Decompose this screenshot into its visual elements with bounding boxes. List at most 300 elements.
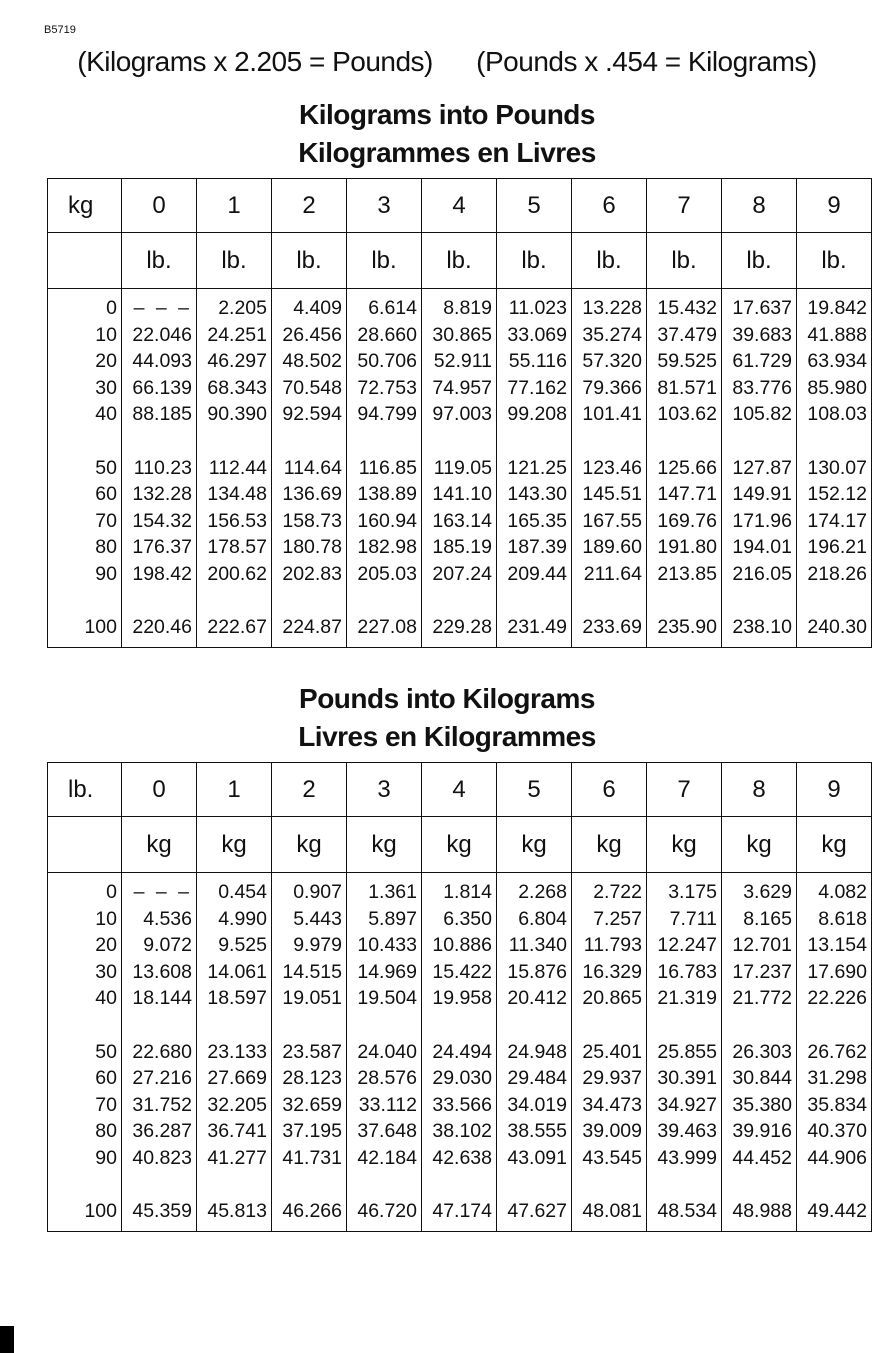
table-cell: 156.53 <box>207 509 267 532</box>
unit-row <box>48 817 871 873</box>
value-column <box>796 289 871 647</box>
table-cell: 14.969 <box>357 960 417 983</box>
row-label: 30 <box>95 376 117 399</box>
column-header: 1 <box>196 763 271 816</box>
table-cell: 34.019 <box>507 1093 567 1116</box>
group-gap <box>422 1171 492 1198</box>
column-header: 8 <box>721 763 796 816</box>
table-cell: 227.08 <box>357 616 417 638</box>
table-cell: 28.123 <box>282 1067 342 1089</box>
group-gap <box>497 1171 567 1198</box>
table-cell: 17.237 <box>732 960 792 983</box>
table-cell: 37.479 <box>657 323 717 346</box>
table-cell: 77.162 <box>507 376 567 399</box>
row-label-column <box>48 289 121 647</box>
column-header: 3 <box>346 763 421 816</box>
table-cell: 37.648 <box>357 1120 417 1142</box>
value-column <box>196 289 271 647</box>
table-cell: 169.76 <box>657 509 717 532</box>
row-label: 90 <box>95 562 117 585</box>
result-unit-label: kg <box>721 817 796 872</box>
table-cell: 28.660 <box>357 323 417 346</box>
table-cell: 176.37 <box>132 536 192 558</box>
table-cell: 25.401 <box>582 1040 642 1063</box>
column-header: 0 <box>121 763 196 816</box>
row-label-column <box>48 873 121 1231</box>
table-cell: 42.638 <box>432 1146 492 1169</box>
table-cell: 24.494 <box>432 1040 492 1063</box>
group-gap <box>272 428 342 455</box>
table-cell: 167.55 <box>582 509 642 532</box>
table-cell: 46.266 <box>282 1200 342 1222</box>
column-header: 3 <box>346 179 421 232</box>
table-cell: 224.87 <box>282 616 342 638</box>
table-cell: 1.361 <box>368 881 417 903</box>
column-header: 7 <box>646 179 721 232</box>
row-label: 20 <box>95 934 117 956</box>
table-cell: 35.274 <box>582 323 642 346</box>
table-cell: 32.659 <box>282 1093 342 1116</box>
table-cell: 31.298 <box>807 1067 867 1089</box>
group-gap <box>722 428 792 455</box>
table-cell: 99.208 <box>507 403 567 425</box>
row-label: 50 <box>95 1040 117 1063</box>
table-cell: 125.66 <box>657 456 717 479</box>
table-cell: 2.205 <box>218 297 267 319</box>
table-cell: 240.30 <box>807 616 867 638</box>
result-unit-label: kg <box>646 817 721 872</box>
row-label: 70 <box>95 1093 117 1116</box>
table-cell: 23.133 <box>207 1040 267 1063</box>
table-cell: 114.64 <box>283 456 342 479</box>
table-cell: 130.07 <box>807 456 867 479</box>
table-cell: 66.139 <box>132 376 192 399</box>
table-cell: 7.711 <box>669 907 717 930</box>
value-column <box>346 289 421 647</box>
table-cell: 110.23 <box>133 456 192 479</box>
table-cell: 23.587 <box>282 1040 342 1063</box>
result-unit-label: kg <box>271 817 346 872</box>
table-cell: 38.102 <box>432 1120 492 1142</box>
table-cell: 235.90 <box>657 616 717 638</box>
table-cell: 85.980 <box>807 376 867 399</box>
column-header: 4 <box>421 179 496 232</box>
group-gap <box>272 1012 342 1039</box>
group-gap <box>722 1171 792 1198</box>
table-cell: 19.051 <box>282 987 342 1009</box>
table-cell: 0.454 <box>218 881 267 903</box>
table-cell: 27.216 <box>132 1067 192 1089</box>
group-gap <box>422 1012 492 1039</box>
kg-to-lb-table <box>47 178 872 648</box>
result-unit-label: kg <box>796 817 871 872</box>
table-cell: 171.96 <box>732 509 792 532</box>
table-cell: 2.722 <box>593 881 642 903</box>
row-label: 60 <box>95 1067 117 1089</box>
document-code: B5719 <box>44 24 76 36</box>
table-cell: 22.680 <box>132 1040 192 1063</box>
value-column <box>496 289 571 647</box>
table-cell: 46.720 <box>357 1200 417 1222</box>
table-cell: 70.548 <box>282 376 342 399</box>
result-unit-label: lb. <box>796 233 871 288</box>
table-cell: 46.297 <box>207 350 267 372</box>
table-cell: 41.888 <box>807 323 867 346</box>
conversion-formulas <box>0 46 894 78</box>
group-gap <box>197 587 267 614</box>
group-gap <box>122 1171 192 1198</box>
table-cell: 38.555 <box>507 1120 567 1142</box>
table-cell: 24.040 <box>357 1040 417 1063</box>
table-cell: 43.999 <box>657 1146 717 1169</box>
column-header: 9 <box>796 763 871 816</box>
table-cell: 47.174 <box>432 1200 492 1222</box>
table-cell: 12.701 <box>732 934 792 956</box>
table-cell: 83.776 <box>732 376 792 399</box>
group-gap <box>497 1012 567 1039</box>
value-column <box>646 289 721 647</box>
result-unit-label: lb. <box>271 233 346 288</box>
group-gap <box>497 587 567 614</box>
table-cell: – – – <box>133 881 192 903</box>
table-cell: 154.32 <box>132 509 192 532</box>
table-cell: 19.842 <box>807 297 867 319</box>
group-gap <box>272 587 342 614</box>
column-header: 9 <box>796 179 871 232</box>
result-unit-label: lb. <box>646 233 721 288</box>
group-gap <box>122 428 192 455</box>
table-cell: 0.907 <box>293 881 342 903</box>
table-cell: 81.571 <box>657 376 717 399</box>
row-label: 50 <box>95 456 117 479</box>
group-gap <box>48 428 117 455</box>
table-cell: 30.844 <box>732 1067 792 1089</box>
column-header: 2 <box>271 763 346 816</box>
table-cell: 36.287 <box>132 1120 192 1142</box>
table-cell: 209.44 <box>507 562 567 585</box>
table-cell: 26.762 <box>807 1040 867 1063</box>
table-cell: 116.85 <box>358 456 417 479</box>
table-cell: 49.442 <box>807 1200 867 1222</box>
group-gap <box>647 1012 717 1039</box>
table-cell: 138.89 <box>357 483 417 505</box>
table-cell: 12.247 <box>657 934 717 956</box>
table-cell: 143.30 <box>507 483 567 505</box>
table-cell: 30.865 <box>432 323 492 346</box>
group-gap <box>422 428 492 455</box>
table-cell: 238.10 <box>732 616 792 638</box>
table-cell: 74.957 <box>432 376 492 399</box>
table-cell: 45.359 <box>132 1200 192 1222</box>
result-unit-label: lb. <box>421 233 496 288</box>
result-unit-label: kg <box>496 817 571 872</box>
table-cell: 147.71 <box>657 483 717 505</box>
table-cell: 1.814 <box>443 881 492 903</box>
table-cell: 21.319 <box>657 987 717 1009</box>
table-cell: 112.44 <box>208 456 267 479</box>
result-unit-label: kg <box>196 817 271 872</box>
table-body <box>48 289 871 647</box>
table-cell: 14.061 <box>207 960 267 983</box>
value-column <box>421 873 496 1231</box>
table-cell: 6.614 <box>368 297 417 319</box>
table-cell: 45.813 <box>207 1200 267 1222</box>
table-cell: 7.257 <box>593 907 642 930</box>
table-cell: 43.091 <box>507 1146 567 1169</box>
table-cell: 218.26 <box>807 562 867 585</box>
table-cell: 34.473 <box>582 1093 642 1116</box>
table-cell: 4.082 <box>818 881 867 903</box>
table-cell: 123.46 <box>582 456 642 479</box>
value-column <box>796 873 871 1231</box>
table-cell: 48.081 <box>582 1200 642 1222</box>
table-cell: 16.783 <box>657 960 717 983</box>
group-gap <box>122 1012 192 1039</box>
result-unit-label: kg <box>571 817 646 872</box>
table-cell: 152.12 <box>807 483 867 505</box>
table-cell: 200.62 <box>207 562 267 585</box>
table-cell: 29.030 <box>432 1067 492 1089</box>
table-cell: 4.536 <box>143 907 192 930</box>
table-cell: 2.268 <box>518 881 567 903</box>
table-cell: 29.484 <box>507 1067 567 1089</box>
row-label: 100 <box>84 616 117 638</box>
table-cell: 14.515 <box>282 960 342 983</box>
table-cell: 11.340 <box>508 934 567 956</box>
table-cell: 28.576 <box>357 1067 417 1089</box>
value-column <box>196 873 271 1231</box>
result-unit-label: lb. <box>196 233 271 288</box>
lb-to-kg-title <box>0 680 894 756</box>
table-cell: 55.116 <box>508 350 567 372</box>
result-unit-label: lb. <box>721 233 796 288</box>
table-cell: – – – <box>133 297 192 319</box>
row-label: 90 <box>95 1146 117 1169</box>
value-column <box>496 873 571 1231</box>
table-cell: 59.525 <box>657 350 717 372</box>
value-column <box>121 289 196 647</box>
table-cell: 141.10 <box>432 483 492 505</box>
group-gap <box>197 1012 267 1039</box>
table-cell: 4.990 <box>218 907 267 930</box>
table-cell: 39.916 <box>732 1120 792 1142</box>
column-header: 4 <box>421 763 496 816</box>
value-column <box>571 873 646 1231</box>
table-cell: 31.752 <box>132 1093 192 1116</box>
table-cell: 63.934 <box>807 350 867 372</box>
table-cell: 9.979 <box>293 934 342 956</box>
header-row <box>48 179 871 233</box>
group-gap <box>347 587 417 614</box>
row-label: 10 <box>95 907 117 930</box>
group-gap <box>797 1012 867 1039</box>
value-column <box>646 873 721 1231</box>
table-cell: 134.48 <box>207 483 267 505</box>
group-gap <box>647 428 717 455</box>
table-cell: 231.49 <box>507 616 567 638</box>
group-gap <box>797 587 867 614</box>
table-cell: 20.412 <box>507 987 567 1009</box>
table-cell: 121.25 <box>507 456 567 479</box>
table-cell: 79.366 <box>582 376 642 399</box>
table-cell: 220.46 <box>132 616 192 638</box>
table-cell: 26.456 <box>282 323 342 346</box>
table-cell: 15.876 <box>507 960 567 983</box>
column-header: 0 <box>121 179 196 232</box>
table-cell: 191.80 <box>657 536 717 558</box>
table-cell: 35.834 <box>807 1093 867 1116</box>
table-cell: 43.545 <box>582 1146 642 1169</box>
table-cell: 48.502 <box>282 350 342 372</box>
lead-unit-label: lb. <box>68 775 94 803</box>
group-gap <box>48 587 117 614</box>
table-cell: 94.799 <box>357 403 417 425</box>
table-cell: 29.937 <box>582 1067 642 1089</box>
table-cell: 216.05 <box>732 562 792 585</box>
group-gap <box>197 428 267 455</box>
result-unit-label: lb. <box>571 233 646 288</box>
table-cell: 36.741 <box>207 1120 267 1142</box>
table-cell: 88.185 <box>132 403 192 425</box>
table-cell: 39.683 <box>732 323 792 346</box>
group-gap <box>572 428 642 455</box>
row-label: 40 <box>95 403 117 425</box>
table-cell: 50.706 <box>357 350 417 372</box>
table-cell: 8.819 <box>443 297 492 319</box>
table-cell: 57.320 <box>582 350 642 372</box>
group-gap <box>647 587 717 614</box>
table-cell: 211.64 <box>583 562 642 585</box>
table-cell: 3.175 <box>668 881 717 903</box>
table-cell: 22.046 <box>132 323 192 346</box>
table-cell: 8.165 <box>743 907 792 930</box>
table-cell: 26.303 <box>732 1040 792 1063</box>
row-label: 0 <box>106 297 117 319</box>
lead-unit-label: kg <box>68 191 94 219</box>
table-cell: 185.19 <box>432 536 492 558</box>
table-cell: 37.195 <box>282 1120 342 1142</box>
table-cell: 174.17 <box>807 509 867 532</box>
row-label: 40 <box>95 987 117 1009</box>
table-cell: 13.154 <box>807 934 867 956</box>
table-cell: 11.023 <box>508 297 567 319</box>
result-unit-label: lb. <box>346 233 421 288</box>
value-column <box>271 873 346 1231</box>
table-cell: 4.409 <box>293 297 342 319</box>
column-header: 5 <box>496 179 571 232</box>
column-header: 1 <box>196 179 271 232</box>
row-label: 30 <box>95 960 117 983</box>
group-gap <box>272 1171 342 1198</box>
group-gap <box>572 1171 642 1198</box>
table-cell: 6.804 <box>518 907 567 930</box>
corner-registration-mark <box>0 1326 14 1353</box>
result-unit-label: lb. <box>496 233 571 288</box>
table-cell: 47.627 <box>507 1200 567 1222</box>
title-french: Livres en Kilogrammes <box>298 721 596 752</box>
column-header: 8 <box>721 179 796 232</box>
group-gap <box>48 1171 117 1198</box>
table-cell: 30.391 <box>657 1067 717 1089</box>
table-cell: 39.009 <box>582 1120 642 1142</box>
table-cell: 182.98 <box>357 536 417 558</box>
table-cell: 5.443 <box>293 907 342 930</box>
table-cell: 33.069 <box>507 323 567 346</box>
table-cell: 5.897 <box>368 907 417 930</box>
unit-row-spacer <box>48 817 121 872</box>
group-gap <box>122 587 192 614</box>
table-cell: 52.911 <box>433 350 492 372</box>
table-cell: 42.184 <box>357 1146 417 1169</box>
table-cell: 17.690 <box>807 960 867 983</box>
result-unit-label: kg <box>121 817 196 872</box>
table-cell: 19.958 <box>432 987 492 1009</box>
table-cell: 189.60 <box>582 536 642 558</box>
table-cell: 25.855 <box>657 1040 717 1063</box>
title-english: Pounds into Kilograms <box>299 683 595 714</box>
unit-row <box>48 233 871 289</box>
table-cell: 229.28 <box>432 616 492 638</box>
table-cell: 33.566 <box>432 1093 492 1116</box>
table-cell: 3.629 <box>743 881 792 903</box>
table-cell: 198.42 <box>132 562 192 585</box>
table-cell: 27.669 <box>207 1067 267 1089</box>
group-gap <box>48 1012 117 1039</box>
value-column <box>721 289 796 647</box>
table-cell: 35.380 <box>732 1093 792 1116</box>
row-label: 100 <box>84 1200 117 1222</box>
result-unit-label: kg <box>421 817 496 872</box>
value-column <box>721 873 796 1231</box>
table-cell: 165.35 <box>507 509 567 532</box>
row-label: 80 <box>95 1120 117 1142</box>
table-cell: 17.637 <box>732 297 792 319</box>
value-column <box>346 873 421 1231</box>
table-cell: 48.988 <box>732 1200 792 1222</box>
table-cell: 32.205 <box>207 1093 267 1116</box>
table-cell: 108.03 <box>807 403 867 425</box>
table-cell: 15.432 <box>657 297 717 319</box>
result-unit-label: lb. <box>121 233 196 288</box>
table-cell: 149.91 <box>732 483 792 505</box>
group-gap <box>797 1171 867 1198</box>
table-cell: 92.594 <box>282 403 342 425</box>
title-english: Kilograms into Pounds <box>299 99 595 130</box>
table-cell: 90.390 <box>207 403 267 425</box>
unit-row-spacer <box>48 233 121 288</box>
header-row <box>48 763 871 817</box>
value-column <box>121 873 196 1231</box>
table-cell: 72.753 <box>357 376 417 399</box>
table-cell: 10.886 <box>432 934 492 956</box>
table-cell: 44.452 <box>732 1146 792 1169</box>
table-cell: 33.112 <box>358 1093 417 1116</box>
table-body <box>48 873 871 1231</box>
row-label: 10 <box>95 323 117 346</box>
table-cell: 24.251 <box>207 323 267 346</box>
value-column <box>271 289 346 647</box>
table-cell: 10.433 <box>357 934 417 956</box>
table-cell: 13.228 <box>582 297 642 319</box>
table-cell: 178.57 <box>207 536 267 558</box>
table-cell: 16.329 <box>582 960 642 983</box>
table-cell: 8.618 <box>818 907 867 930</box>
group-gap <box>572 587 642 614</box>
group-gap <box>797 428 867 455</box>
column-header: 6 <box>571 763 646 816</box>
group-gap <box>422 587 492 614</box>
result-unit-label: kg <box>346 817 421 872</box>
